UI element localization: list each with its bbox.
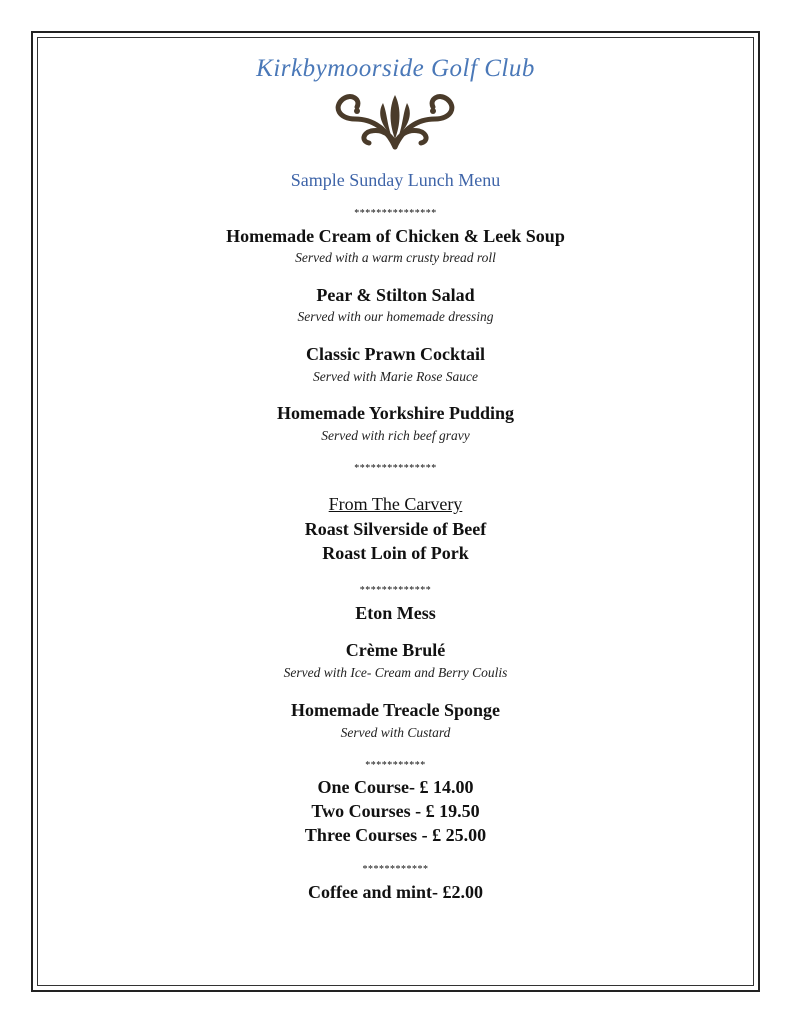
carvery-item: Roast Loin of Pork xyxy=(322,543,469,563)
dish-name: Homemade Yorkshire Pudding xyxy=(276,403,515,423)
price-one-course: One Course- £ 14.00 xyxy=(317,777,474,797)
dish-name: Homemade Cream of Chicken & Leek Soup xyxy=(226,226,565,246)
dessert-name: Eton Mess xyxy=(355,603,436,623)
price-three-courses: Three Courses - £ 25.00 xyxy=(304,825,487,845)
separator: *************** xyxy=(354,463,437,474)
dessert-name: Homemade Treacle Sponge xyxy=(291,700,500,720)
separator: ************* xyxy=(359,585,432,596)
separator: *************** xyxy=(354,208,437,219)
price-two-courses: Two Courses - £ 19.50 xyxy=(311,801,480,821)
dessert-description: Served with Ice- Cream and Berry Coulis xyxy=(283,665,508,680)
menu-title: Sample Sunday Lunch Menu xyxy=(290,170,501,190)
club-name: Kirkbymoorside Golf Club xyxy=(256,55,535,82)
dish-description: Served with Marie Rose Sauce xyxy=(313,369,478,384)
dish-name: Classic Prawn Cocktail xyxy=(306,344,485,364)
carvery-item: Roast Silverside of Beef xyxy=(304,519,487,539)
separator: *********** xyxy=(365,760,426,771)
dish-name: Pear & Stilton Salad xyxy=(316,285,475,305)
dessert-description: Served with Custard xyxy=(340,725,451,740)
dish-description: Served with a warm crusty bread roll xyxy=(295,250,496,265)
dish-description: Served with rich beef gravy xyxy=(321,428,470,443)
ornament-flourish-icon xyxy=(325,89,465,151)
separator: ************ xyxy=(362,864,429,875)
coffee-price: Coffee and mint- £2.00 xyxy=(308,882,483,902)
carvery-heading: From The Carvery xyxy=(328,494,463,514)
dessert-name: Crème Brulé xyxy=(345,640,446,660)
dish-description: Served with our homemade dressing xyxy=(297,309,494,324)
